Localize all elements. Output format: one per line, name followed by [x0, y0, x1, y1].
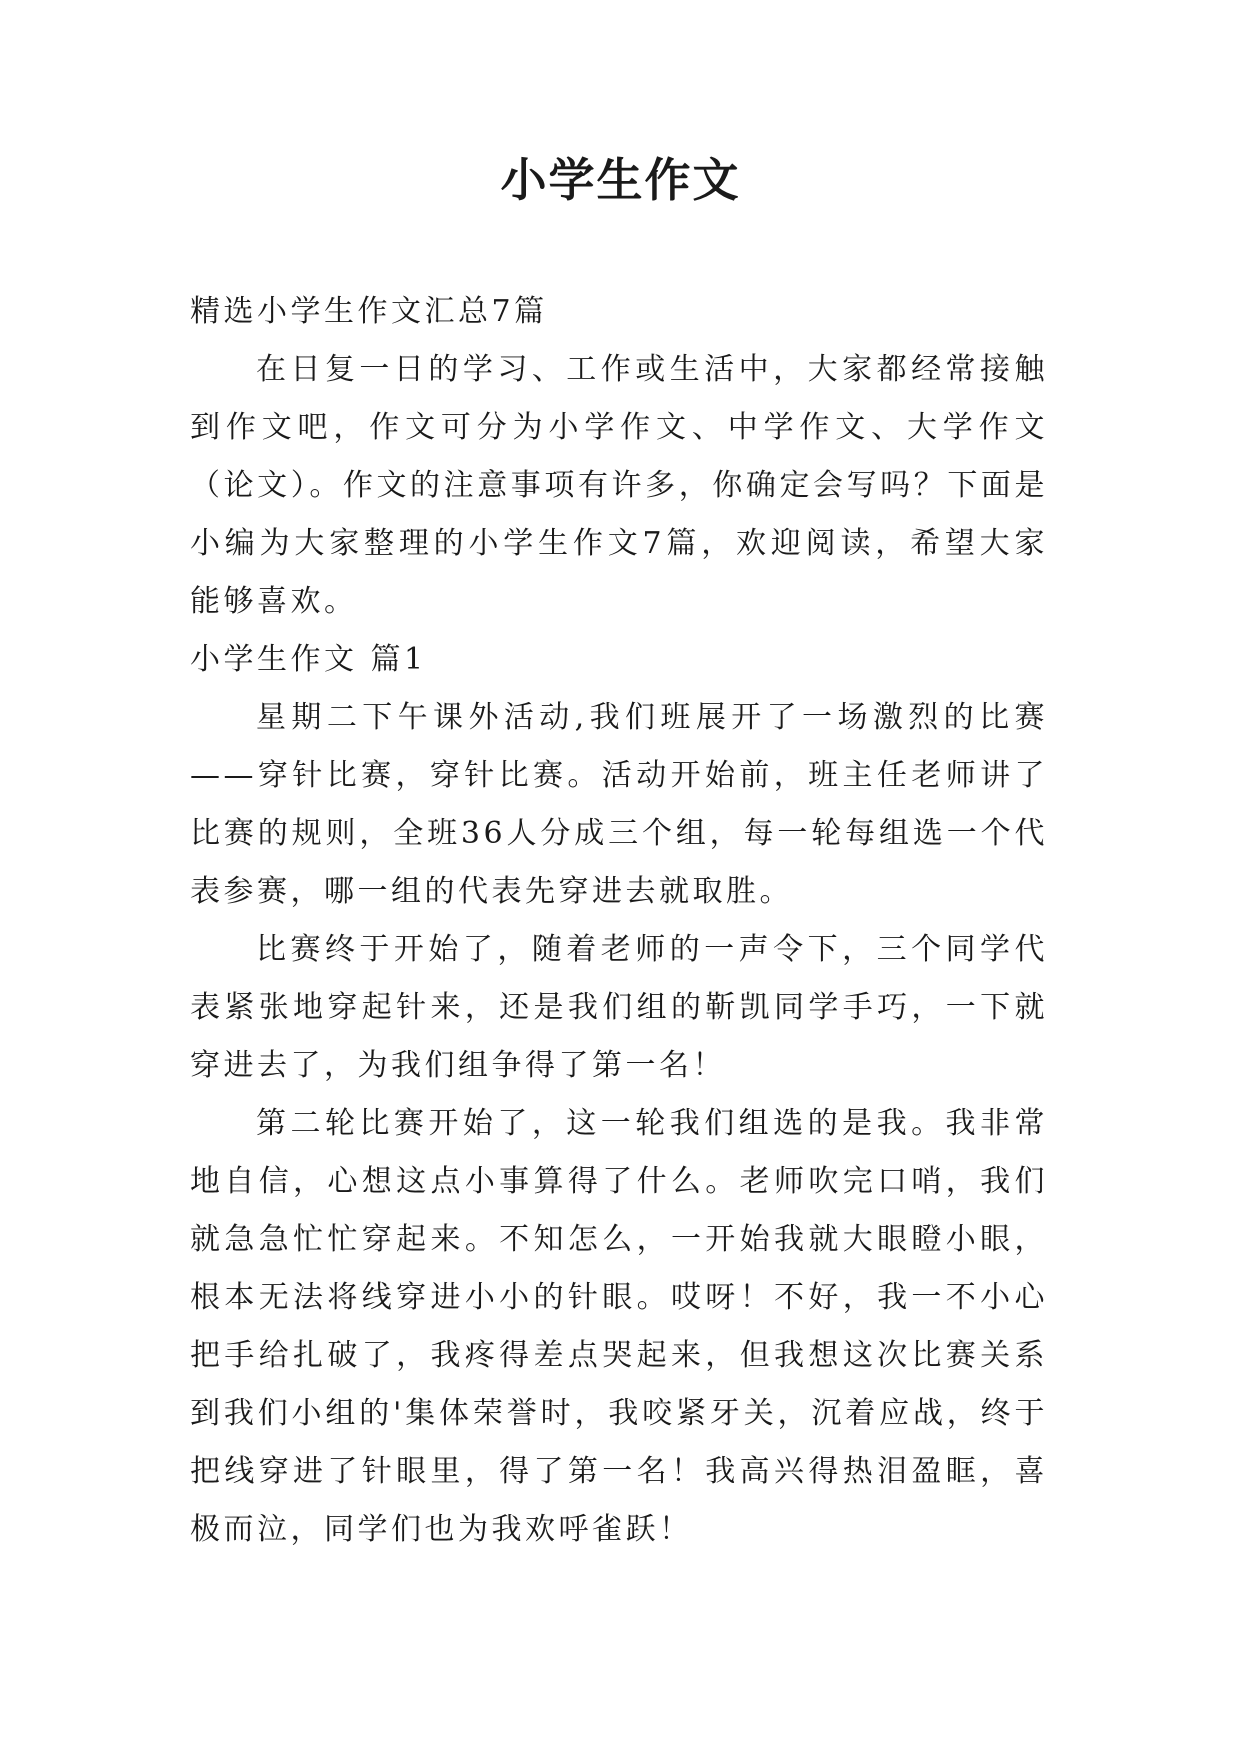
intro-paragraph: 在日复一日的学习、工作或生活中，大家都经常接触到作文吧，作文可分为小学作文、中学作文、大学作文（论文）。作文的注意事项有许多，你确定会写吗？下面是小编为大家整理的小学生作文7篇，欢迎阅读，希望大家能够喜欢。	[190, 352, 1048, 619]
document-body	[190, 283, 1048, 1559]
document-title: 小学生作文	[500, 153, 741, 207]
section-heading: 小学生作文 篇1	[190, 642, 427, 677]
body-paragraph-1: 星期二下午课外活动,我们班展开了一场激烈的比赛——穿针比赛，穿针比赛。活动开始前，班主任老师讲了比赛的规则，全班36人分成三个组，每一轮每组选一个代表参赛，哪一组的代表先穿进去就取胜。	[190, 700, 1048, 909]
body-paragraph-3: 第二轮比赛开始了，这一轮我们组选的是我。我非常地自信，心想这点小事算得了什么。老师吹完口哨，我们就急急忙忙穿起来。不知怎么，一开始我就大眼瞪小眼，根本无法将线穿进小小的针眼。哎呀！不好，我一不小心把手给扎破了，我疼得差点哭起来，但我想这次比赛关系到我们小组的'集体荣誉时，我咬紧牙关，沉着应战，终于把线穿进了针眼里，得了第一名！我高兴得热泪盈眶，喜极而泣，同学们也为我欢呼雀跃！	[190, 1106, 1048, 1547]
collection-subtitle: 精选小学生作文汇总7篇	[190, 294, 548, 329]
body-paragraph-2: 比赛终于开始了，随着老师的一声令下，三个同学代表紧张地穿起针来，还是我们组的靳凯同学手巧，一下就穿进去了，为我们组争得了第一名！	[190, 932, 1048, 1083]
